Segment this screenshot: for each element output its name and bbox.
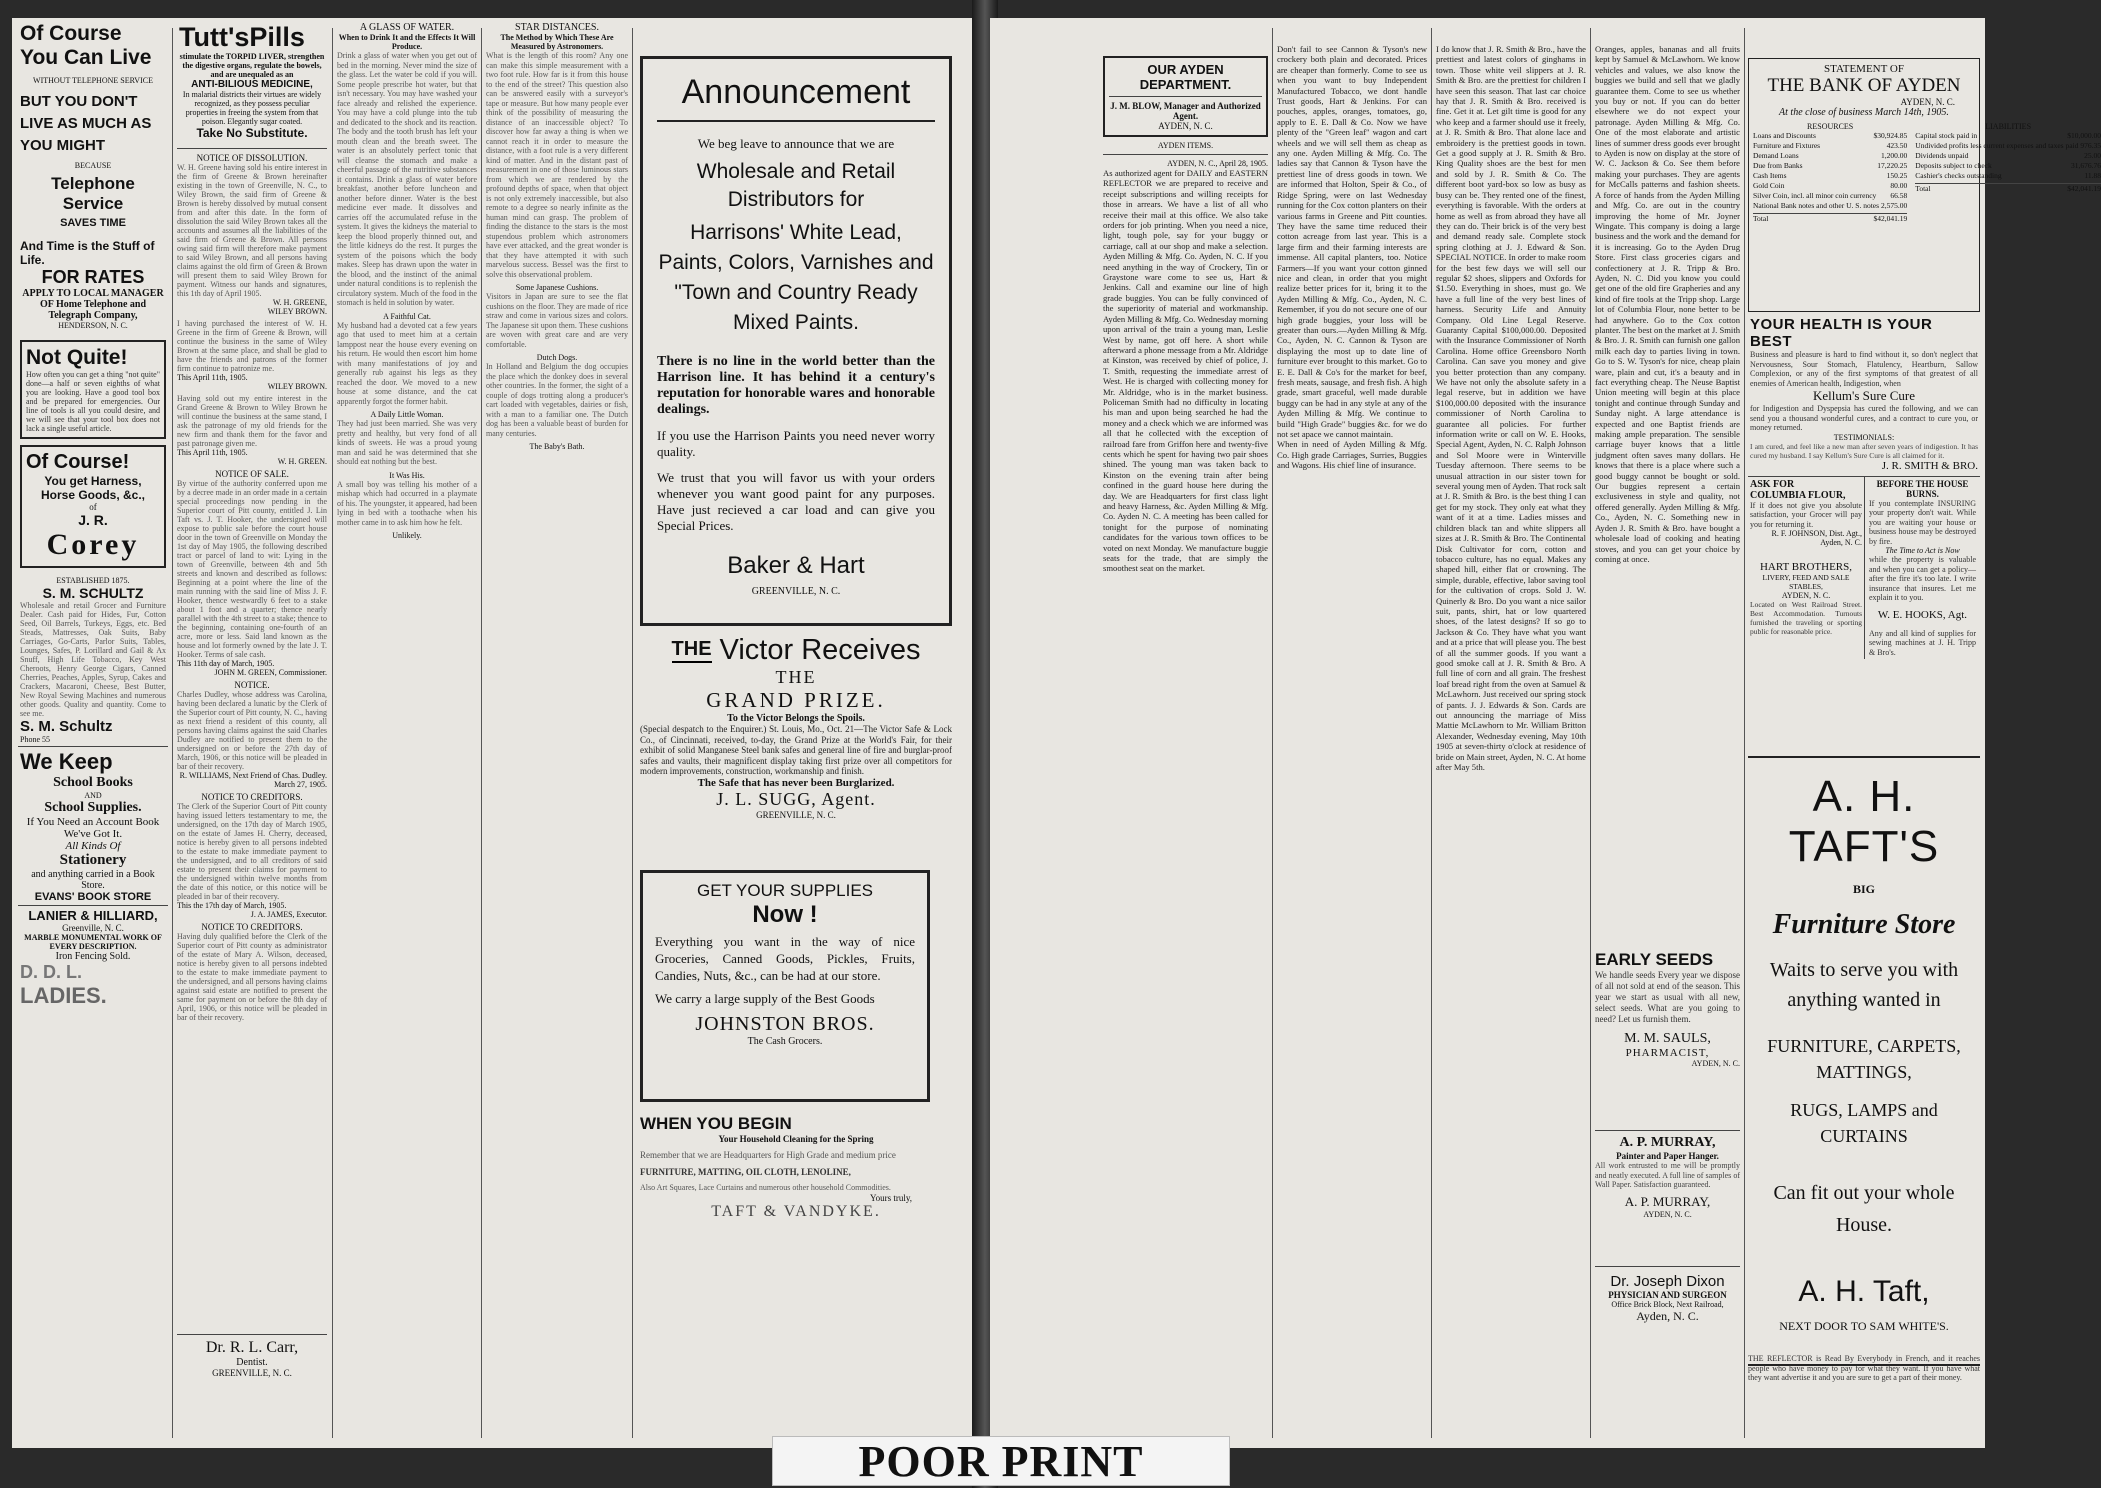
bank-row-label: Capital stock paid in bbox=[1915, 131, 1978, 140]
phone-ad-line4: Telephone Service bbox=[51, 174, 135, 213]
announcement-city: GREENVILLE, N. C. bbox=[751, 586, 841, 597]
johnston-body: Everything you want in the way of nice Groceries, Canned Goods, Pickles, Fruits, Candies, Nuts, &c., can be had at our store. bbox=[655, 934, 915, 983]
telephone-ad bbox=[18, 18, 168, 334]
announcement-line2: Wholesale and Retail Distributors for bbox=[696, 160, 896, 211]
notice-creditors-head: NOTICE TO CREDITORS. bbox=[201, 792, 303, 802]
columbia-body: If it does not give you absolute satisfaction, your Grocer will pay you for returning it. bbox=[1750, 500, 1862, 529]
purchase-sig: WILEY BROWN. bbox=[267, 382, 327, 391]
hart-city: AYDEN, N. C. bbox=[1781, 591, 1831, 600]
left-newspaper-page bbox=[12, 18, 980, 1448]
johnston-firm: JOHNSTON BROS. bbox=[695, 1013, 875, 1035]
notice-creditors2-head: NOTICE TO CREDITORS. bbox=[201, 922, 303, 932]
right-col-2 bbox=[1277, 18, 1427, 1448]
left-col-5 bbox=[640, 18, 970, 1448]
purchase-body: I having purchased the interest of W. H. Greene in the firm of Greene & Brown, will continue the business in the same of Wiley Brown at the same place, and shall be glad to have the friends and patrons of the former firm continue to patronize me. bbox=[177, 319, 327, 373]
taft-big: BIG bbox=[1852, 882, 1875, 896]
right-col-3-body: I do know that J. R. Smith & Bro., have the prettiest and latest colors of ginghams in town. Those white veil slippers at J. R. Smith & Bro. are the prettiest for children I have seen this season. That last car choice hay that J. R. Smith & Bro. received is fine. Get it at. Let gilt time is good for any who keep and a farmer should use it freely, at J. R. Smith & Bro. That alone lace and embroidery is the prettiest goods in town. Get a good supply at J. R. Smith & Bro. King Quality shoes are the best for men and sold by J. R. Smith & Co. The different boot yard-box so low as busy as busy can be. They rented one of the finest, everything is favorable. With the orders at home as well as from abroad they have all they can do. Their brick is of the very best and demand ready sale. Complete stock spring clothing at J. J. Edward & Son. SPECIAL NOTICE. In order to make room for the best few days we will sell our regular $2 shoes, slippers and Oxfords for $1.50. Everything in shoes, must go. We have a full line of the very best lines of harness. Security Life and Annuity Company. Old Line Legal Reserve. Guaranty Capital $100,000.00. Deposited with the Insurance Commissioner of North Carolina. Home office Greensboro North Carolina. Can save you money and give you better protection than any company. We have not only the absolute safety in a legal reserve, but in addition we have $100,000.00 deposited with the insurance commissioner of North Carolina to guarantee all policies. For further information write or call on W. E. Hooks, Special Agent, Ayden, N. C. Ralph Johnson and Sol Moore were in Winterville Tuesday afternoon. There seems to be unusual attraction in our sister town for several young men of Ayden. That rock salt at J. R. Smith & Bro. is the best thing I can get for my stock. They only eat what they want of it at a time. Ladies misses and children black tan and white slippers all sizes at J. R. Smith & Bro. The Continental Disk Cultivator for corn, cotton and tobacco culture, has no equal. Makes any shaped hill, either flat or crowning. The simple, durable, effective, labor saving tool for the cultivation of crops. Sold J. W. Quinerly & Bro. Do you want a nice sailor suit, pants, shirt, hat or low quartered shoes, of the latest designs? If so go to Jackson & Co. They have what you want and at a price that will please you. The best of all the summer goods. If you want a good smoke call at J. R. Smith & Bro. A full line of corn and all grain. The freshest loaf bread right from the oven at Samuel & McLawhorn. Just received our spring stock of pants. J. J. Edwards & Son. Cards are out announcing the marriage of Miss Mattie McLawhorn to Mr. William Britton Alexander, Wednesday evening, May 10th 1905 at seven-thirty o'clock at residence of bride on Main street, Ayden, N. C. At home after May 5th. bbox=[1436, 44, 1586, 773]
taft-vandyke-sub: Your Household Cleaning for the Spring bbox=[718, 1134, 874, 1144]
bank-row bbox=[1753, 141, 1907, 151]
bank-row bbox=[1753, 131, 1907, 141]
ayden-items-body: As authorized agent for DAILY and EASTERN REFLECTOR we are prepared to receive and receipt subscriptions and willing receipts for those in arrears. We have a list of all who receive their mail at this office. We also take orders for job printing. When you need a nice, light, tough pole, say for your buggy or carriage, call at our shop and make a selection. Ayden Milling & Mfg. Co. Ayden, N. C. If you need anything in the way of Crockery, Tin or Graystone ware come to see us, Hart & Jenkins. Call and examine our line of high grade buggies. You can be fully convinced of the superiority of material and workmanship. Ayden Milling & Mfg. Co. Wednesday morning upon arrival of the train a young man, Leslie West by name, got off here. A short while afterward a phone message from a Mr. Aldridge at Kinston, was received by chief of police, J. T. Smith, requesting the immediate arrest of West. He is charged with collecting money for Mr. Aldridge, who is in the market business. Policeman Smith had no difficulty in locating his man and upon being searched he had the money and a check which we are informed was all that he collected with the exception of railroad fare from Griffon here and twenty-five cents which he spent for having two pair shoes shined. The young man was taken back to Kinston on the evening train after being confined in the guard house here during the day. We are Headquarters for first class light and heavy Harness, &c. Ayden Milling & Mfg. Co. Ayden N. C. A meeting has been called for tonight for the purpose of nominating candidates for the various town offices to be voted on next Monday. We manufacture buggie seats for the trade, that are simply the smoothest seat on the market. bbox=[1103, 168, 1268, 574]
bank-row-value: 25.00 bbox=[2084, 151, 2101, 160]
left-col-1 bbox=[18, 18, 168, 1448]
kellum-cure-ad bbox=[1748, 312, 1980, 477]
corey-ad bbox=[20, 445, 166, 568]
bank-row-label: Cash Items bbox=[1753, 171, 1787, 180]
carr-name: Dr. R. L. Carr, bbox=[205, 1339, 299, 1356]
taft-line2: FURNITURE, CARPETS, MATTINGS, bbox=[1767, 1036, 1961, 1082]
corey-name2: Corey bbox=[46, 528, 140, 561]
bank-row-label: Due from Banks bbox=[1753, 161, 1803, 170]
column-rule bbox=[1272, 28, 1273, 1438]
health-testimonial: I am cured, and feel like a new man after seven years of indigestion. It has cured my husband. I say Kellum's Sure Cure is all claimed for it. bbox=[1750, 441, 1978, 460]
glass-water-title: A GLASS OF WATER. bbox=[359, 22, 455, 33]
phone-ad-line9: HENDERSON, N. C. bbox=[58, 321, 128, 330]
burns-body2: while the property is valuable and when you can get a policy—after the fire it's too late. I write insurance that insures. Let me explain it to you. bbox=[1869, 555, 1976, 602]
unlikely-title: Unlikely. bbox=[392, 531, 422, 540]
baby-bath-title: The Baby's Bath. bbox=[529, 442, 585, 451]
sewing-supplies: Any and all kind of supplies for sewing machines at J. H. Tripp & Bro's. bbox=[1869, 628, 1976, 657]
dissolution-sig2: WILEY BROWN. bbox=[267, 307, 327, 316]
corey-name1: J. R. bbox=[78, 512, 108, 528]
dixon-name: Dr. Joseph Dixon bbox=[1610, 1273, 1725, 1290]
bank-row-label: Demand Loans bbox=[1753, 151, 1799, 160]
dissolution-body: W. H. Greene having sold his entire interest in the firm of Greene & Brown hereinafter existing in the town of Greenville, N. C., to Wiley Brown, the said firm of Greene & Brown is hereby dissolved by mutual consent from and after this date. In the form of dissolution the said Wiley Brown takes all the accounts and assumes all the liabilities of the said firm of Greene & Brown. All persons owing said firm will therefore make payment to said Wiley Brown, and all persons having claims against the old firm of Green & Brown will present them to said Wiley Brown for payment. Witness our hands and signatures, this 1th day of April 1905. bbox=[177, 163, 327, 298]
schultz-body: Wholesale and retail Grocer and Furniture Dealer. Cash paid for Hides, Fur, Cotton Seed, Oil Barrels, Turkeys, Eggs, etc. Bed Steads, Mattresses, Oak Suits, Baby Carriages, Go-Carts, Parlor Suits, Tables, Lounges, Safes, P. Lorillard and Gail & Ax Snuff, High Life Tobacco, Key West Cheroots, Henry George Cigars, Canned Cherries, Peaches, Apples, Syrup, Cakes and Crackers, Macaroni, Cheese, Best Butter, New Royal Sewing Machines and numerous other goods. Quality and quantity. Come to see me. bbox=[20, 601, 166, 718]
sauls-city: AYDEN, N. C. bbox=[1691, 1059, 1740, 1068]
lanier-title: LANIER & HILLIARD, bbox=[28, 908, 158, 923]
books-line1: School Books bbox=[53, 775, 133, 790]
column-rule bbox=[332, 28, 333, 1438]
taft-vandyke-body2: Also Art Squares, Lace Curtains and numerous other household Commodities. bbox=[640, 1183, 891, 1192]
bank-liabilities bbox=[1915, 122, 2101, 223]
bank-row-label: Cashier's checks outstanding bbox=[1915, 171, 2002, 180]
sale-date: This 11th day of March, 1905. bbox=[177, 659, 275, 668]
bank-row-value: $30,924.85 bbox=[1873, 131, 1908, 140]
victor-safe-ad bbox=[640, 634, 952, 854]
ayden-dept-title: OUR AYDEN DEPARTMENT. bbox=[1139, 62, 1232, 92]
bank-row-value: 976.35 bbox=[2080, 141, 2101, 150]
bank-resources bbox=[1753, 122, 1907, 223]
faithful-cat-title: A Faithful Cat. bbox=[383, 311, 431, 321]
corey-line2: of bbox=[89, 502, 97, 512]
little-woman-body: They had just been married. She was very pretty and healthy, but very fond of all kinds of sweets. He was a proud young man and said he was determined that she should eat nothing but the best. bbox=[337, 419, 477, 466]
notice-sig: R. WILLIAMS, Next Friend of Chas. Dudley. March 27, 1905. bbox=[179, 771, 327, 789]
dutch-dogs-body: In Holland and Belgium the dog occupies the place which the donkey does in several other countries. In the former, the sight of a couple of dogs trotting along a producer's cart loaded with vegetables, dairies or fish, with a man to a familiar one. The Dutch dog has been a valuable beast of burden for many centuries. bbox=[486, 362, 628, 438]
purchase-date: This April 11th, 1905. bbox=[177, 373, 248, 382]
announcement-body2: If you use the Harrison Paints you need never worry quality. bbox=[657, 428, 935, 459]
bank-resources-head: RESOURCES bbox=[1807, 122, 1854, 131]
column-rule bbox=[1590, 28, 1591, 1438]
columbia-sig: R. F. JOHNSON, Dist. Agt., Ayden, N. C. bbox=[1771, 529, 1862, 547]
right-col-5 bbox=[1748, 18, 2101, 1448]
house-burns-ad bbox=[1865, 477, 1980, 660]
left-col-4 bbox=[486, 18, 628, 1448]
announcement-firm: Baker & Hart bbox=[727, 552, 865, 579]
lanier-line5: LADIES. bbox=[20, 983, 107, 1008]
bank-row-value: 80.00 bbox=[1890, 181, 1908, 190]
it-was-his-title: It Was His. bbox=[389, 470, 425, 480]
sold-sig: W. H. GREEN. bbox=[277, 457, 327, 466]
sauls-name: M. M. SAULS, bbox=[1624, 1031, 1711, 1046]
bank-row-value: 1,200.00 bbox=[1881, 151, 1908, 160]
bank-resources-rows bbox=[1753, 131, 1907, 211]
books-line4: If You Need an Account Book We've Got It. bbox=[26, 816, 160, 840]
phone-ad-line3: BECAUSE bbox=[74, 161, 112, 170]
bank-row-label: National Bank notes and other U. S. notes bbox=[1753, 201, 1880, 210]
column-rule bbox=[1431, 28, 1432, 1438]
right-col-4-body: Oranges, apples, bananas and all fruits kept by Samuel & McLawhorn. We know vehicles and values, we also know the buggies we build and sell that we gladly guarantee them. Come to see us whether you buy or not. If you can do better elsewhere we do not expect your patronage. Ayden Milling & Mfg. Co. One of the most elaborate and artistic lines of summer dress goods ever brought to Ayden is now on display at the store of W. C. Jackson & Co. See them before making your purchases. They are agents for McCalls patterns and fashion sheets. A force of hands from the Ayden Milling and Mfg. Co. are out in the country improving the home of Mr. Joyner Wingate. This company is doing a large business and the work and the demand for it is increasing. Go to the Ayden Drug Store. First class groceries cigars and confectionery at J. R. Tripp & Bro. Ayden, N. C. Did you know you could get one of the old fire Grapheries and any kind of fire tools at the Tripp shop. Large lot of Columbia Flour, none better to be had anywhere. Go to the Cox cotton planter. The best on the market at J. Smith & Bro. J. R. Smith can furnish one gallon milk each day to parties living in town. Go to S. W. Tyson's for nice, cheap plain ware, plain and cut, it's a beauty and in fact everything cheap. The Neuse Baptist Union meeting will begin at this place tonight and continue through Sunday and Sunday night. A large attendance is expected and one Baptist friends are making ample preparation. The sensible carriage buyer knows that a little judgment often saves many dollars. He knows that there is a place where such a good buggy cannot be bought or sold. Our buggies represent a certain exclusiveness in style and quality, not offered generally. Ayden Milling & Mfg. Co., Ayden, N. C. Something new in Ayden J. R. Smith & Bro. have bought a wholesale load of cooking and heating stoves, and you can get your choice by coming at once. bbox=[1595, 44, 1740, 564]
phone-ad-line1: WITHOUT TELEPHONE SERVICE bbox=[33, 76, 153, 85]
reflector-notice: THE REFLECTOR is Read By Everybody in French, and it reaches people who have money to pay for what they want. If you have what they want advertise it and you are sure to get a part of their money. bbox=[1748, 1354, 1980, 1382]
victor-title: Victor Receives bbox=[719, 634, 921, 666]
taft-vandyke-list: FURNITURE, MATTING, OIL CLOTH, LENOLINE, bbox=[640, 1167, 851, 1177]
notice-head: NOTICE. bbox=[234, 680, 270, 690]
early-seeds-ad bbox=[1595, 950, 1740, 1068]
corey-line1: You get Harness, Horse Goods, &c., bbox=[40, 474, 146, 502]
murray-sub: Painter and Paper Hanger. bbox=[1616, 1151, 1719, 1161]
lanier-line4: D. D. L. bbox=[20, 962, 82, 982]
books-line6: Stationery bbox=[59, 852, 127, 868]
murray-city: AYDEN, N. C. bbox=[1643, 1209, 1692, 1219]
carr-city: GREENVILLE, N. C. bbox=[212, 1368, 292, 1378]
bank-liab-total bbox=[1915, 183, 2101, 193]
star-distances-body: What is the length of this room? Any one can make this simple measurement with a two foot rule. How far is it from this house to the end of the street? This question also can be answered easily with a surveyor's tape or measure. But how many people ever think of the possibility of measuring the distance of an inaccessible object? To discover how far away a thing is when we cannot reach it in order to measure the distance, with a foot rule is a very different kind of matter. And in the distant past of measurement in one of those luminous stars from which we are rendered by the profound depths of space, when that object is not only extremely inaccessible, but also remote to a degree so nearly infinite as the human mind can grasp. The problem of finding the distance to the stars is the most stupendous problem which astronomers have ever attacked, and the great wonder is that they have attempted it with such marvelous success. Bessel was the first to solve this observational problem. bbox=[486, 51, 628, 279]
burns-title: BEFORE THE HOUSE BURNS. bbox=[1876, 478, 1969, 499]
murray-name2: A. P. MURRAY, bbox=[1624, 1193, 1711, 1209]
carr-title: Dentist. bbox=[236, 1357, 268, 1368]
health-cure: Kellum's Sure Cure bbox=[1813, 388, 1915, 403]
carr-ad bbox=[177, 1334, 327, 1378]
not-quite-title: Not Quite! bbox=[26, 346, 128, 369]
dixon-sub: PHYSICIAN AND SURGEON bbox=[1608, 1290, 1727, 1300]
phone-ad-line8: APPLY TO LOCAL MANAGER OF Home Telephone and Telegraph Company, bbox=[22, 288, 164, 321]
bank-row bbox=[1915, 151, 2101, 161]
early-seeds-title: EARLY SEEDS bbox=[1595, 950, 1714, 969]
sale-body: By virtue of the authority conferred upon me by a decree made in an order made in a certain special proceedings now pending in the Superior court of Pitt county, entitled J. Lin Taft vs. J. T. Hooker, the undersigned will expose to public sale before the court house door in the town of Greenville on Monday the 1st day of May 1905, the following described tract or parcel of land to wit: Lying in the town of Greenville, between 4th and 5th streets and known and described as follows: Beginning at a point where the line of the main running with the said line of Miss J. F. Hooker, thence westwardly 6 feet to a stake about 1 foot and a quarter; thence nearly parallel with the 4th street to a stake; thence to the beginning, containing one-fourth of an acre, more or less. Said land known as the house and lot formerly owned by the late J. T. Hooker. Terms of sale cash. bbox=[177, 479, 327, 659]
columbia-ask: ASK FOR bbox=[1750, 478, 1795, 490]
right-col-4 bbox=[1595, 18, 1740, 1448]
murray-ad bbox=[1595, 1130, 1740, 1219]
notice-body: Charles Dudley, whose address was Carolina, having been declared a lunatic by the Clerk of the Superior court of Pitt county, N. C., having as next friend a resident of this county, all persons having claims against the said Charles Dudley are notified to present them to the undersigned on or before the 27th day of March, 1906, or this notice will be pleaded in bar of their recovery. bbox=[177, 690, 327, 771]
bank-row-label: Gold Coin bbox=[1753, 181, 1785, 190]
bank-row-value: 2,575.00 bbox=[1881, 201, 1908, 210]
dissolution-sig1: W. H. GREENE, bbox=[272, 298, 327, 307]
bank-row-label: Dividends unpaid bbox=[1915, 151, 1969, 160]
victor-agent: J. L. SUGG, Agent. bbox=[716, 788, 876, 809]
right-col-3 bbox=[1436, 18, 1586, 1448]
creditors2-body: Having duly qualified before the Clerk of the Superior court of Pitt county as administrator of the estate of Mary A. Wilson, deceased, notice is hereby given to all persons indebted to the estate to make immediate payment to the undersigned, and all persons having claims against said estate are notified to present the same for payment on or before the 8th day of April, 1906, or this notice will be pleaded in bar of their recovery. bbox=[177, 932, 327, 1022]
tutt-take: Take No Substitute. bbox=[196, 126, 308, 140]
star-distances-sub: The Method by Which These Are Measured by Astronomers. bbox=[500, 33, 614, 51]
glass-water-body: Drink a glass of water when you get out of bed in the morning. Never mind the size of the glass. Let the water be cold if you will. Some people prescribe hot water, but that isn't necessary. You may have washed your face already and relished the experience. You may have a cold plunge into the tub and dedicated to the shock and its reaction. The body and the tooth brush has left your mouth clean and the breath sweet. The water is an absolutely perfect tonic that will cleanse the stomach and make a cheerful passage of the nutritive substances it contains. Drink a glass of water before breakfast, another before luncheon and another before dinner. Water is the best medicine ever made. It dissolves and carries off the accumulated refuse in the system. It gives the kidneys the material to keep the blood properly thinned out, and the little kidneys do the rest. It purges the system of the poisons which the body makes. Sleep has drawn upon the water in the blood, and the instinct of the animal under natural conditions is to replenish the circulatory system. Much of the food in the stomach is held in solution by water. bbox=[337, 51, 477, 307]
bank-row bbox=[1753, 181, 1907, 191]
bank-row-value: 150.25 bbox=[1886, 171, 1908, 180]
creditors-sig: J. A. JAMES, Executor. bbox=[250, 910, 327, 919]
star-distances-title: STAR DISTANCES. bbox=[515, 22, 599, 33]
tutt-pills-ad bbox=[177, 18, 327, 144]
bank-liabilities-rows bbox=[1915, 131, 2101, 181]
announcement-line1: We beg leave to announce that we are bbox=[697, 136, 895, 151]
bank-row-label: Furniture and Fixtures bbox=[1753, 141, 1821, 150]
tutt-body2: In malarial districts their virtues are widely recognized, as they possess peculiar properties in freeing the system from that poison. Elegantly sugar coated. bbox=[182, 90, 322, 126]
divider bbox=[1103, 154, 1268, 155]
dutch-dogs-title: Dutch Dogs. bbox=[536, 353, 578, 362]
column-rule bbox=[172, 28, 173, 1438]
books-line8: EVANS' BOOK STORE bbox=[34, 891, 152, 903]
health-seller: J. R. SMITH & BRO. bbox=[1881, 459, 1978, 472]
creditors-body: The Clerk of the Superior Court of Pitt county having issued letters testamentary to me, the undersigned, on the 17th day of March 1905, on the estate of James H. Cherry, deceased, notice is hereby given to all persons indebted to the estate to make immediate payment to the undersigned, and to all creditors of said estate to present their claims for payment to the undersigned within twelve months from the date of this notice, or this notice will be pleaded in bar of their recovery. bbox=[177, 802, 327, 901]
bank-row-value: 17,220.25 bbox=[1877, 161, 1908, 170]
lanier-line2: MARBLE MONUMENTAL WORK OF EVERY DESCRIPTION. bbox=[24, 933, 162, 951]
phone-ad-line7: FOR RATES bbox=[41, 267, 145, 287]
taft-line3: RUGS, LAMPS and CURTAINS bbox=[1790, 1100, 1938, 1146]
right-col-1 bbox=[1103, 18, 1268, 1448]
left-col-3 bbox=[337, 18, 477, 1448]
glass-water-sub: When to Drink It and the Effects It Will Produce. bbox=[338, 33, 476, 51]
books-line5: All Kinds Of bbox=[65, 840, 121, 852]
schultz-name: S. M. SCHULTZ bbox=[42, 585, 144, 601]
dixon-city: Ayden, N. C. bbox=[1636, 1309, 1699, 1323]
taft-store: Furniture Store bbox=[1772, 909, 1956, 940]
ayden-items-head: AYDEN ITEMS. bbox=[1157, 141, 1214, 150]
health-body2: for Indigestion and Dyspepsia has cured the following, and we can send you a thousand wonderful cures, and a contract to cure you, or money returned. bbox=[1750, 404, 1978, 432]
lanier-line1: Greenville, N. C. bbox=[62, 923, 124, 933]
tutt-head2: ANTI-BILIOUS MEDICINE, bbox=[191, 79, 313, 90]
not-quite-ad bbox=[20, 340, 166, 439]
creditors-date: This the 17th day of March, 1905. bbox=[177, 901, 287, 910]
health-testimonials: TESTIMONIALS: bbox=[1833, 432, 1895, 442]
taft-vandyke-body: Remember that we are Headquarters for High Grade and medium price bbox=[640, 1150, 896, 1160]
victor-prize: GRAND PRIZE. bbox=[706, 688, 886, 712]
bank-res-total-value: $42,041.19 bbox=[1873, 214, 1908, 223]
right-col-2-last: When in need of Ayden Milling & Mfg. Co. High grade Carriages, Surries, Buggies and Wagons. His chief line of insurance. bbox=[1277, 439, 1427, 471]
schultz-sig: S. M. Schultz bbox=[20, 718, 113, 735]
victor-safe: The Safe that has never been Burglarized. bbox=[697, 776, 895, 789]
schultz-ad bbox=[18, 574, 168, 746]
bank-row-value: $10,000.00 bbox=[2067, 131, 2101, 140]
dixon-addr: Office Brick Block, Next Railroad, bbox=[1611, 1300, 1724, 1309]
bank-statement: STATEMENT OF bbox=[1824, 63, 1904, 75]
johnston-now: Now ! bbox=[752, 901, 818, 928]
bank-date: At the close of business March 14th, 1905. bbox=[1779, 107, 1949, 118]
taft-vandyke-firm: TAFT & VANDYKE. bbox=[711, 1203, 881, 1220]
taft-addr: NEXT DOOR TO SAM WHITE'S. bbox=[1779, 1319, 1949, 1333]
column-rule bbox=[481, 28, 482, 1438]
right-col-2-body: Don't fail to see Cannon & Tyson's new crockery both plain and decorated. Prices are cheaper than formerly. Come to see us when you want to buy Independent Manufactured Tobacco, we dont handle Trust goods, Hart & Jenkins. For can pouches, apples, oranges, tomatoes, go, apply to E. E. Dall & Co. Now we have plenty of the "Green leaf" wagon and cart wheels and we will sell them as cheap as any one. Ayden Milling & Mfg. Co. The ladies say that Cannon & Tyson have the prettiest line of dress goods in town. We are informed that Holton, Speir & Co., of Ridge Spring, were on last Wednesday running for the Cox cotton planters on their various farms in Greene and Pitt counties. They have the same time reduced their cotton acreage from last year. This is a large firm and their farming interests are immense. All capital planters, too. Notice Farmers—If you want your cotton ginned nice and clean, in order that you might realize better prices for it, bring it to the Ayden Milling & Mfg. Co., Ayden, N. C. Remember, if you do not secure one of our high grade buggies, your loss will be greater than ours.—Ayden Milling & Mfg. Co., Ayden, N. C. Cannon & Tyson are displaying the most up to date line of furniture ever brought to this market. Go to E. E. Dall & Co's for the market for beef, fresh meats, sausage, and fresh fish. A high grade, smart graceful, well made durable buggy can be had in any style at any of the Ayden Milling & Mfg. We continue to build "High Grade" buggies &c. for we do not set apace we cannot maintain. bbox=[1277, 44, 1427, 440]
hart-title: HART BROTHERS, bbox=[1759, 561, 1853, 573]
taft-title: A. H. TAFT'S bbox=[1788, 772, 1940, 871]
faithful-cat-body: My husband had a devoted cat a few years ago that used to meet him at a certain lamppost near the house every evening on his return. He would then escort him home with many manifestations of joy and generally rub against his legs as they reached the door. We moved to a new house at some distance, and the cat apparently forgot the former habit. bbox=[337, 320, 477, 406]
health-body: Business and pleasure is hard to find without it, so don't neglect that Nervousness, Sour Stomach, Flatulency, Heartburn, Sallow Complexion, or any of the first symptoms of that greatest of all enemies of American health, Indigestion, when bbox=[1750, 350, 1978, 388]
lanier-ad bbox=[18, 905, 168, 1011]
books-title: We Keep bbox=[20, 749, 113, 774]
bank-row-value: 66.58 bbox=[1890, 191, 1908, 200]
corey-title: Of Course! bbox=[26, 451, 130, 473]
victor-body: (Special despatch to the Enquirer.) St. Louis, Mo., Oct. 21—The Victor Safe & Lock Co., of Cincinnati, received, to-day, the Grand Prize at the World's Fair, for their exhibit of solid Manganese Steel bank safes and general line of fire and burglar-proof safes and vaults, their magnificent display taking first prize over all competitors for modern improvements, construction, workmanship and finish. bbox=[640, 724, 952, 776]
bank-row bbox=[1753, 191, 1907, 201]
divider bbox=[177, 148, 327, 149]
taft-vandyke-yours: Yours truly, bbox=[869, 1193, 912, 1203]
books-line2: AND bbox=[84, 791, 102, 800]
victor-sub: To the Victor Belongs the Spoils. bbox=[727, 713, 865, 724]
hart-sub: LIVERY, FEED AND SALE STABLES, bbox=[1762, 573, 1850, 591]
schultz-phone: Phone 55 bbox=[20, 735, 50, 744]
announcement-body3: We trust that you will favor us with your orders whenever you want good paint for any purposes. Have just recieved a car load and can give you Special Prices. bbox=[657, 470, 935, 533]
bank-statement-ad bbox=[1748, 58, 2101, 312]
taft-line4: Can fit out your whole House. bbox=[1773, 1182, 1955, 1236]
bank-row bbox=[1915, 141, 2101, 151]
victor-the: THE bbox=[672, 638, 712, 663]
columbia-burns-row bbox=[1748, 477, 1980, 660]
sale-sig: JOHN M. GREEN, Commissioner. bbox=[214, 668, 327, 677]
announcement-body1: There is no line in the world better than the Harrison line. It has behind it a century's reputation for honorable wares and honorable dealings. bbox=[657, 354, 935, 417]
bank-row-value: 11.88 bbox=[2084, 171, 2101, 180]
murray-body: All work entrusted to me will be promptly and neatly executed. A full line of samples of Wall Paper. Satisfaction guaranteed. bbox=[1595, 1161, 1740, 1189]
johnston-title: GET YOUR SUPPLIES bbox=[696, 881, 874, 900]
phone-ad-title1: Of Course bbox=[20, 22, 122, 45]
bank-res-total bbox=[1753, 213, 1907, 223]
right-newspaper-page bbox=[990, 18, 2101, 1448]
victor-the2: THE bbox=[775, 667, 817, 687]
phone-ad-line6: And Time is the Stuff of Life. bbox=[20, 239, 155, 267]
bank-title: THE BANK OF AYDEN bbox=[1767, 75, 1961, 96]
bank-row bbox=[1915, 131, 2101, 141]
notice-dissolution-head: NOTICE OF DISSOLUTION. bbox=[196, 153, 308, 163]
phone-ad-line2: BUT YOU DON'T LIVE AS MUCH AS YOU MIGHT bbox=[20, 93, 152, 154]
bank-row-value: 31,676.76 bbox=[2071, 161, 2101, 170]
johnston-bros-ad bbox=[640, 870, 930, 1102]
taft-furniture-ad bbox=[1748, 756, 1980, 1366]
bank-liab-total-value: $42,041.19 bbox=[2067, 184, 2101, 193]
japanese-cushions-title: Some Japanese Cushions. bbox=[515, 283, 599, 292]
hart-body: Located on West Railroad Street. Best Accommodation. Turnouts furnished the traveling or sporting public for reasonable price. bbox=[1750, 600, 1862, 636]
ayden-dept-header bbox=[1103, 56, 1268, 137]
ayden-dateline: AYDEN, N. C., April 28, 1905. bbox=[1167, 159, 1268, 168]
bank-row bbox=[1753, 161, 1907, 171]
taft-vandyke-ad bbox=[640, 1114, 952, 1264]
notice-sale-head: NOTICE OF SALE. bbox=[215, 469, 289, 479]
sauls-title: PHARMACIST, bbox=[1625, 1047, 1710, 1059]
taft-line1: Waits to serve you with anything wanted in bbox=[1769, 959, 1959, 1011]
bank-row bbox=[1915, 161, 2101, 171]
tutt-body: stimulate the TORPID LIVER, strengthen the digestive organs, regulate the bowels, and are unequaled as an bbox=[179, 52, 325, 79]
murray-name: A. P. MURRAY, bbox=[1619, 1135, 1716, 1150]
taft-vandyke-title: WHEN YOU BEGIN bbox=[640, 1114, 792, 1133]
it-was-his-body: A small boy was telling his mother of a mishap which had occurred in a playmate of his. The youngster, it appeared, had been lying in bed with a toothache when his mother came in to ask him how he felt. bbox=[337, 479, 477, 527]
columbia-flour: COLUMBIA FLOUR, bbox=[1750, 489, 1846, 501]
japanese-cushions-body: Visitors in Japan are sure to see the flat cushions on the floor. They are made of rice straw and come in various sizes and colors. The Japanese sit upon them. These cushions are woven with great care and are very comfortable. bbox=[486, 292, 628, 349]
column-rule bbox=[1744, 28, 1745, 1438]
divider bbox=[1109, 96, 1262, 97]
dixon-ad bbox=[1595, 1266, 1740, 1324]
burns-motto: The Time to Act is Now bbox=[1885, 546, 1960, 555]
bank-row-label: Loans and Discounts bbox=[1753, 131, 1816, 140]
bank-liab-total-label: Total bbox=[1915, 184, 1931, 193]
not-quite-body: How often you can get a thing "not quite" done—a half or seven eighths of what you are looking. Have a good tool box and be prepared for emergencies. Our line of tools is all you could desire, and we will see that your tool box does not lack a single useful article. bbox=[26, 370, 160, 433]
ayden-dept-place: AYDEN, N. C. bbox=[1158, 121, 1213, 131]
schultz-est: ESTABLISHED 1875. bbox=[56, 576, 130, 585]
sold-body: Having sold out my entire interest in the Grand Greene & Brown to Wiley Brown he will continue the business at the same stand, I ask the patronage of my old friends for the new firm and thank them for the favor and past patronage given me. bbox=[177, 394, 327, 448]
bank-row-label: Undivided profits less current expenses and taxes paid bbox=[1915, 141, 2079, 150]
bank-row bbox=[1753, 201, 1907, 211]
early-seeds-body: We handle seeds Every year we dispose of all not sold at end of the season. This year we start as usual with all new, select seeds. What are you going to need? Let us furnish them. bbox=[1595, 970, 1740, 1024]
lanier-line3: Iron Fencing Sold. bbox=[55, 951, 131, 962]
bank-row bbox=[1753, 171, 1907, 181]
victor-city: GREENVILLE, N. C. bbox=[756, 809, 836, 820]
left-col-2 bbox=[177, 18, 327, 1448]
poor-print-label: POOR PRINT bbox=[772, 1436, 1230, 1486]
bank-row-value: 423.50 bbox=[1886, 141, 1908, 150]
health-title: YOUR HEALTH IS YOUR BEST bbox=[1750, 316, 1933, 350]
bank-res-total-label: Total bbox=[1753, 214, 1769, 223]
bank-liabilities-head: LIABILITIES bbox=[1985, 122, 2032, 131]
ayden-dept-manager: J. M. BLOW, Manager and Authorized Agent. bbox=[1110, 101, 1261, 121]
bank-row-label: Deposits subject to check bbox=[1915, 161, 1992, 170]
column-rule bbox=[632, 28, 633, 1438]
announcement-ad bbox=[640, 56, 952, 626]
little-woman-title: A Daily Little Woman. bbox=[370, 410, 444, 419]
bank-row bbox=[1915, 171, 2101, 181]
announcement-divider bbox=[657, 120, 935, 122]
johnston-body2: We carry a large supply of the Best Goods bbox=[655, 991, 875, 1006]
tutt-title: Tutt'sPills bbox=[179, 22, 305, 52]
burns-sig: W. E. HOOKS, Agt. bbox=[1877, 608, 1968, 621]
sold-date: This April 11th, 1905. bbox=[177, 448, 248, 457]
phone-ad-line5: SAVES TIME bbox=[60, 217, 126, 229]
columbia-flour-ad bbox=[1748, 477, 1865, 660]
phone-ad-title2: You Can Live bbox=[20, 46, 152, 69]
books-line3: School Supplies. bbox=[44, 800, 142, 815]
johnston-sub: The Cash Grocers. bbox=[747, 1036, 823, 1047]
announcement-line3: Harrisons' White Lead, Paints, Colors, Varnishes and "Town and Country Ready Mixed Paints. bbox=[658, 221, 934, 334]
books-line7: and anything carried in a Book Store. bbox=[31, 869, 155, 891]
bank-row bbox=[1753, 151, 1907, 161]
bank-table bbox=[1753, 122, 2101, 223]
announcement-title: Announcement bbox=[681, 73, 911, 111]
bank-row-label: Silver Coin, incl. all minor coin currency bbox=[1753, 191, 1877, 200]
burns-body: If you contemplate INSURING your property don't wait. While you are waiting your house or business house may be destroyed by fire. bbox=[1869, 498, 1976, 546]
bank-city: AYDEN, N. C. bbox=[1900, 97, 1955, 107]
taft-sig: A. H. Taft, bbox=[1798, 1275, 1930, 1308]
books-ad bbox=[18, 746, 168, 905]
